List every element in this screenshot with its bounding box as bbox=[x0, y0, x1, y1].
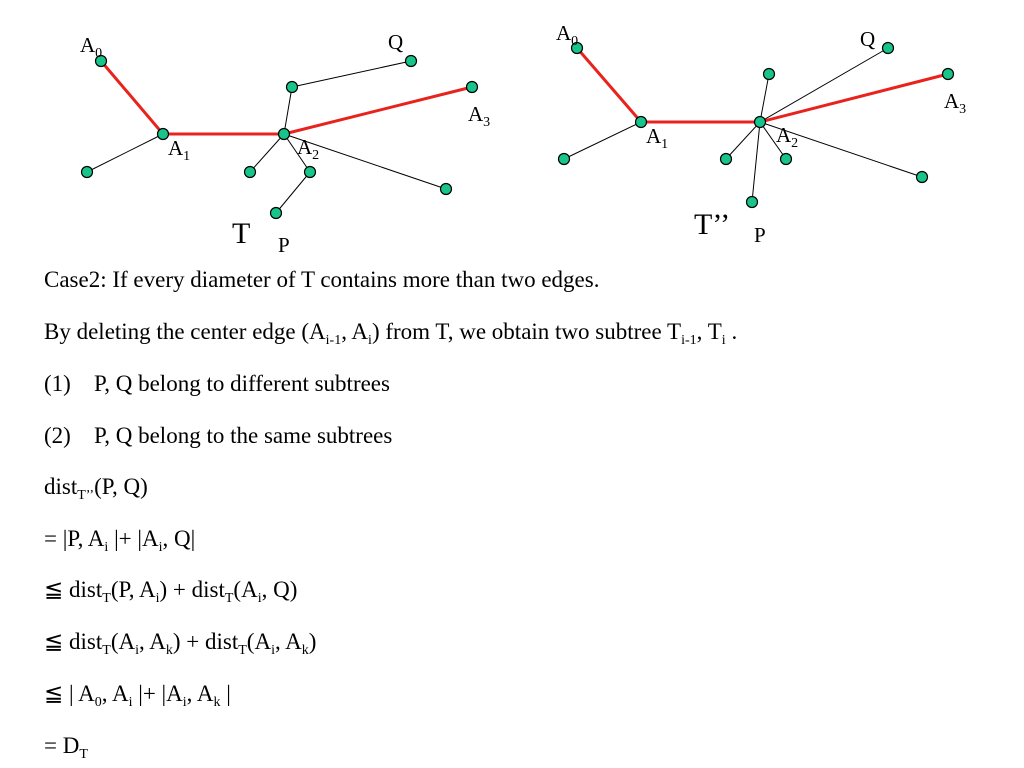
node-q bbox=[406, 56, 417, 67]
item-1 bbox=[44, 372, 390, 395]
label-p: P bbox=[754, 223, 766, 247]
dist-line: dist$_{T’’}$(P, Q) bbox=[44, 474, 148, 503]
edge bbox=[564, 122, 641, 159]
edge bbox=[292, 61, 411, 87]
item-number: (1) bbox=[44, 371, 71, 396]
node bbox=[559, 154, 570, 165]
edge bbox=[87, 134, 163, 172]
label-p: P bbox=[278, 233, 290, 257]
label-a3: $A_3$ bbox=[468, 102, 491, 130]
leq-line-2: ≦ $dist_T(A_i$, $A_k$) + $dist_T(A_i$, $A_k$) bbox=[44, 629, 317, 658]
edge bbox=[752, 122, 760, 202]
edge bbox=[760, 74, 769, 122]
node-a3 bbox=[943, 69, 954, 80]
node-a3 bbox=[467, 82, 478, 93]
label-a2: $A_2$ bbox=[297, 135, 320, 163]
eq-line-1: = |P, $A_i$ |+ $|A_i$, Q| bbox=[44, 526, 196, 555]
diameter-edge bbox=[284, 87, 472, 134]
label-a1: $A_1$ bbox=[168, 136, 191, 164]
case2-line: Case2: If every diameter of T contains more than two edges. bbox=[44, 267, 600, 292]
diameter-edge bbox=[760, 74, 948, 122]
node-a1 bbox=[158, 129, 169, 140]
node bbox=[82, 167, 93, 178]
label-a0: $A_0$ bbox=[80, 33, 103, 61]
tree-title: T bbox=[232, 217, 251, 250]
node-a2 bbox=[279, 129, 290, 140]
tree-t bbox=[80, 30, 490, 257]
deleting-line: By deleting the center edge ($A_{i-1}$, $A_i$) from T, we obtain two subtree $T_{i-1}$, $T_i$ . bbox=[44, 319, 738, 348]
item-2 bbox=[44, 424, 392, 447]
node-p bbox=[747, 197, 758, 208]
node bbox=[245, 167, 256, 178]
node-p bbox=[271, 208, 282, 219]
edge bbox=[284, 87, 292, 134]
leq-line-1: ≦ dist$_T$(P, $A_i$) + $dist_T(A_i$, Q) bbox=[44, 577, 298, 606]
label-a2: $A_2$ bbox=[776, 123, 799, 151]
tree-title: T’’ bbox=[694, 208, 731, 241]
edge bbox=[726, 122, 760, 159]
node bbox=[764, 69, 775, 80]
node bbox=[917, 172, 928, 183]
label-q: Q bbox=[860, 27, 876, 51]
tree-t-double-prime bbox=[556, 21, 966, 247]
node bbox=[441, 184, 452, 195]
leq-line-3: ≦ | $A_0$, $A_i$ |+ $|A_i$, $A_k$ | bbox=[44, 681, 231, 710]
node-a2 bbox=[755, 117, 766, 128]
label-a0: $A_0$ bbox=[556, 21, 579, 49]
tree-diagrams bbox=[0, 0, 1024, 260]
node-q bbox=[883, 43, 894, 54]
edge bbox=[760, 48, 888, 122]
item-text: P, Q belong to different subtrees bbox=[94, 371, 390, 396]
node bbox=[781, 154, 792, 165]
label-q: Q bbox=[388, 30, 404, 54]
node bbox=[287, 82, 298, 93]
label-a1: $A_1$ bbox=[646, 124, 669, 152]
node bbox=[305, 167, 316, 178]
diameter-edge bbox=[577, 48, 641, 122]
diameter-edge bbox=[101, 61, 163, 134]
node-a1 bbox=[636, 117, 647, 128]
edge bbox=[276, 172, 310, 213]
eq-line-2: = $D_T$ bbox=[44, 733, 88, 762]
label-a3: $A_3$ bbox=[944, 89, 967, 117]
item-text: P, Q belong to the same subtrees bbox=[94, 423, 393, 448]
edge bbox=[250, 134, 284, 172]
node bbox=[721, 154, 732, 165]
item-number: (2) bbox=[44, 423, 71, 448]
